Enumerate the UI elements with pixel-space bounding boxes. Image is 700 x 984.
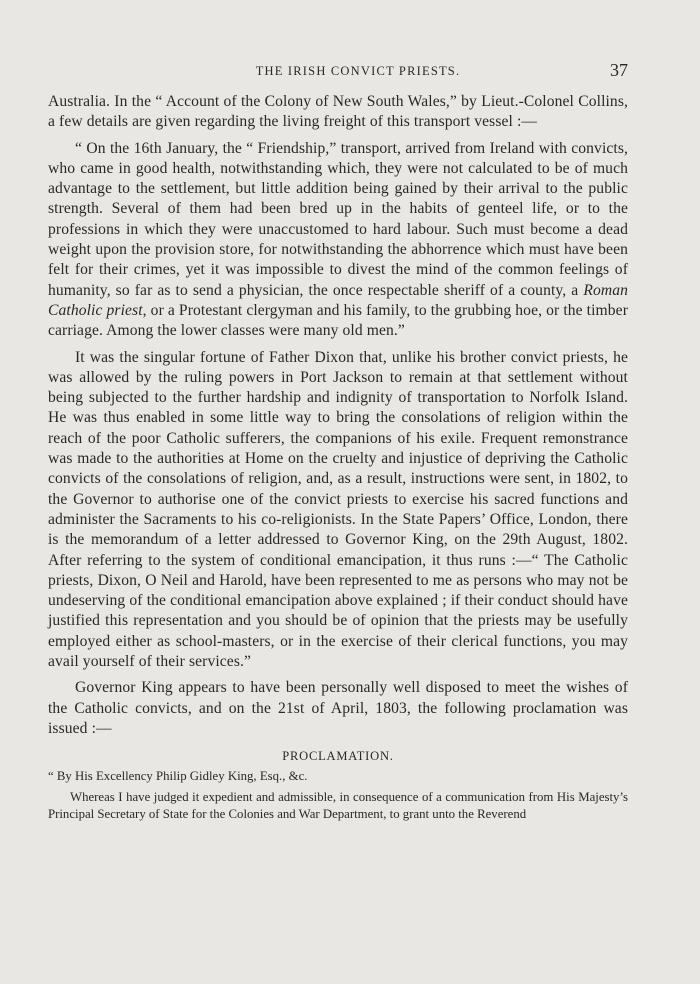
italic-roman-catholic-priest: Roman Catholic priest <box>48 281 628 319</box>
proclamation-line-1: “ By His Excellency Philip Gidley King, Esq., &c. <box>48 769 308 784</box>
paragraph-3: It was the singular fortune of Father Dixon that, unlike his brother convict priests, he was allowed by the ruling powers in Port Jackson to remain at that settlement without being subjected to the further hardship and indignity of transportation to Norfolk Island. He was thus enabled in some little way to bring the consolations of religion within the reach of the poor Catholic sufferers, the companions of his exile. Frequent remonstrance was made to the authorities at Home on the cruelty and injustice of depriving the Catholic convicts of the consolations of religion, and, as a result, instructions were sent, in 1802, to the Governor to authorise one of the convict priests to exercise his sacred functions and administer the Sacraments to his co-religionists. In the State Papers’ Office, London, there is the memorandum of a letter addressed to Governor King, on the 29th August, 1802. After referring to the system of conditional emancipation, it thus runs :—“ The Catholic priests, Dixon, O Neil and Harold, have been represented to me as persons who may not be undeserving of the conditional emancipation above explained ; if their conduct should have justified this representation and you should be of opinion that the priests may be usefully employed either as school-masters, or in the exercise of their clerical functions, you may avail yourself of their services.” <box>48 348 628 671</box>
running-head <box>48 60 628 86</box>
running-title: THE IRISH CONVICT PRIESTS. <box>255 64 461 78</box>
paragraph-2-start: “ On the 16th January, the “ Friendship,” transport, arrived from Ireland with convicts, who came in good health, notwithstanding which, they were not calculated to be of much advantage to the settlement, but little addition being gained by their arrival to the public strength. Several of them had been bred up in the habits of genteel life, or to the professions in which they were unaccustomed to hard labour. Such must become a dead weight upon the provision store, for notwithstanding the abhorrence which must have been felt for their crimes, yet it was impossible to divest the mind of the common feelings of humanity, so far as to send a physician, the once respectable sheriff of a county, a <box>48 139 628 299</box>
paragraph-2-end: , or a Protestant clergyman and his family, to the grubbing hoe, or the timber carriage. Among the lower classes were many old men.” <box>48 301 628 340</box>
body-text <box>48 92 628 739</box>
proclamation-line-2: Whereas I have judged it expedient and admissible, in consequence of a communication from His Majesty’s Principal Secretary of State for the Colonies and War Department, to grant unto the Reverend <box>48 789 628 822</box>
paragraph-2 <box>48 139 628 342</box>
proclamation-heading: PROCLAMATION. <box>282 749 394 764</box>
proclamation-text <box>48 768 628 824</box>
page-number: 37 <box>610 60 628 80</box>
paragraph-1: Australia. In the “ Account of the Colony of New South Wales,” by Lieut.-Colonel Collins, a few details are given regarding the living freight of this transport vessel :— <box>48 93 628 131</box>
paragraph-4: Governor King appears to have been personally well disposed to meet the wishes of the Catholic convicts, and on the 21st of April, 1803, the following proclamation was issued :— <box>48 679 628 737</box>
